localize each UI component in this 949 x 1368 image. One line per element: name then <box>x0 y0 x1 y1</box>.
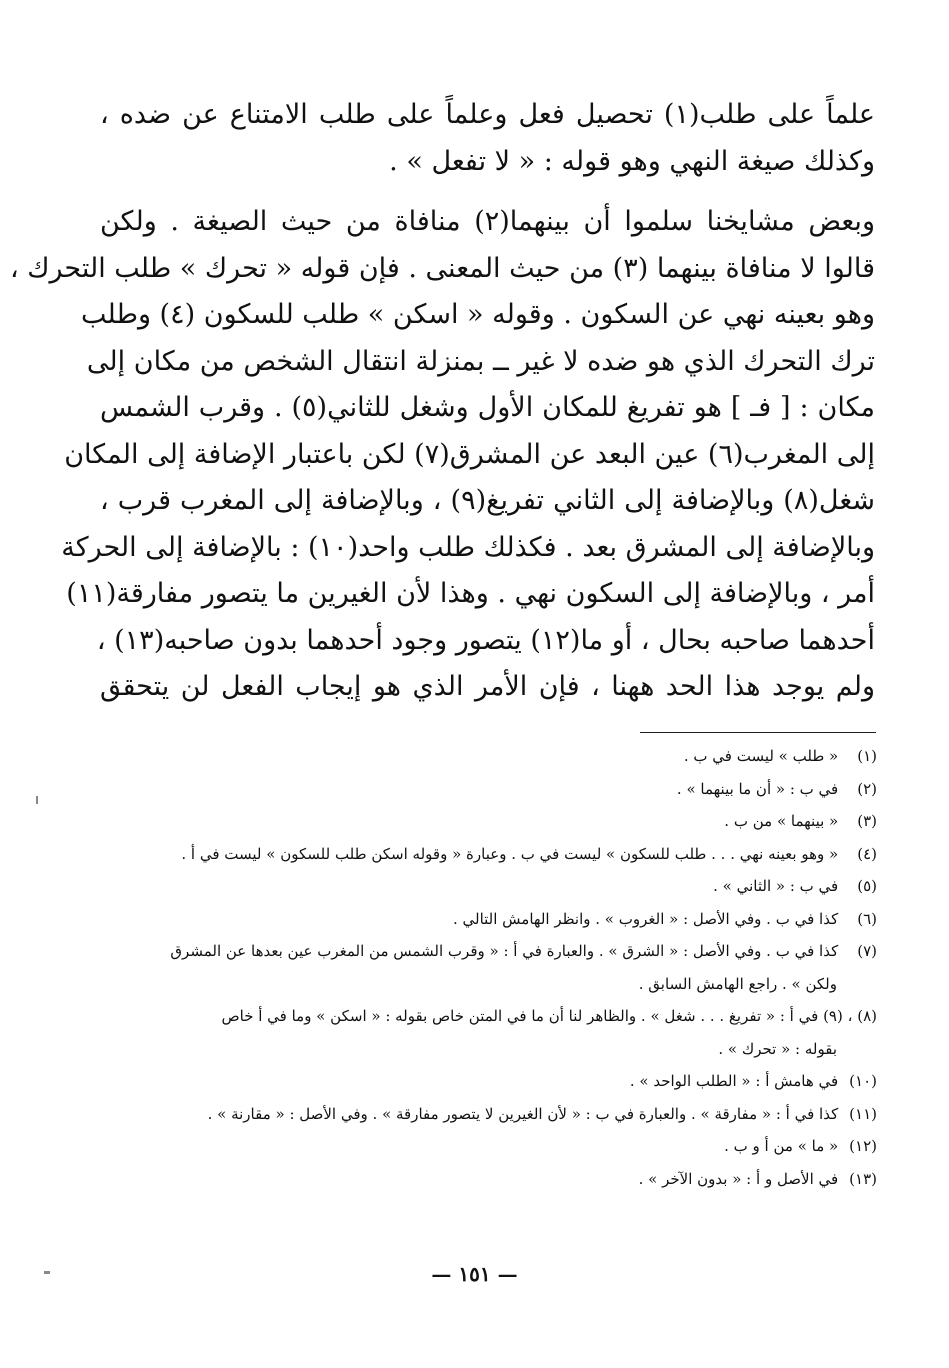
scan-speck <box>36 796 38 804</box>
footnote-text: في ب : « الثاني » . <box>713 877 839 895</box>
footnote <box>95 903 877 936</box>
scan-speck <box>44 1271 50 1274</box>
footnote-text: في أ : « تفريغ . . . شغل » . والظاهر لنا أن ما في المتن خاص بقوله : « اسكن » وما في أ خاص <box>221 1007 819 1025</box>
footnote-number: (١٠) <box>849 1072 877 1090</box>
footnote-number: (٧) <box>857 942 877 960</box>
footnote-number: (٨) ، (٩) <box>823 1007 877 1025</box>
footnote <box>95 1065 877 1098</box>
paragraph-gap <box>100 185 875 199</box>
footnote-number: (٦) <box>857 909 877 928</box>
footnote-number: (٣) <box>857 812 877 830</box>
footnote <box>95 935 877 968</box>
footnote-text: كذا في ب . وفي الأصل : « الغروب » . وانظر الهامش التالي . <box>452 909 839 928</box>
footnote <box>95 1098 877 1131</box>
footnote-number: (٢) <box>857 779 877 798</box>
text-line: أمر ، وبالإضافة إلى السكون نهي . وهذا لأن الغيرين ما يتصور مفارقة(١١) <box>66 578 875 609</box>
footnote <box>95 773 877 806</box>
text-line: وكذلك صيغة النهي وهو قوله : « لا تفعل » . <box>389 145 875 177</box>
footnote-text: في هامش أ : « الطلب الواحد » . <box>629 1072 839 1090</box>
footnote-text: كذا في ب . وفي الأصل : « الشرق » . والعبارة في أ : « وقرب الشمس من المغرب عين بعدها عن المشرق <box>170 942 839 960</box>
footnote-continuation: ولكن » . راجع الهامش السابق . <box>638 974 837 993</box>
footnote-number: (٥) <box>857 877 877 895</box>
footnote-separator <box>640 732 876 733</box>
footnote <box>95 740 877 773</box>
text-line: وهو بعينه نهي عن السكون . وقوله « اسكن » طلب للسكون (٤) وطلب <box>81 299 875 330</box>
text-line: قالوا لا منافاة بينهما (٣) من حيث المعنى . فإن قوله « تحرك » طلب التحرك ، <box>9 252 875 284</box>
text-line: وبالإضافة إلى المشرق بعد . فكذلك طلب واحد(١٠) : بالإضافة إلى الحركة <box>61 531 875 563</box>
footnote <box>95 1000 877 1033</box>
footnote-number: (١٣) <box>849 1169 877 1188</box>
text-line: أحدهما صاحبه بحال ، أو ما(١٢) يتصور وجود أحدهما بدون صاحبه(١٣) ، <box>96 624 875 656</box>
text-line: إلى المغرب(٦) عين البعد عن المشرق(٧) لكن باعتبار الإضافة إلى المكان <box>64 438 875 470</box>
text-line: ترك التحرك الذي هو ضده لا غير ــ بمنزلة انتقال الشخص من مكان إلى <box>86 345 875 377</box>
footnote-text: « طلب » ليست في ب . <box>683 747 839 765</box>
page-number: — ١٥١ — <box>431 1262 518 1286</box>
footnote-number: (١٢) <box>849 1137 877 1155</box>
footnote <box>95 805 877 838</box>
footnote-continuation: بقوله : « تحرك » . <box>718 1039 837 1058</box>
footnote <box>95 1163 877 1196</box>
text-line: وبعض مشايخنا سلموا أن بينهما(٢) منافاة من حيث الصيغة . ولكن <box>100 206 875 237</box>
footnote-text: كذا في أ : « مفارقة » . والعبارة في ب : « لأن الغيرين لا يتصور مفارقة » . وفي الأصل : « مقارنة » . <box>207 1104 839 1123</box>
footnotes <box>95 740 877 1195</box>
footnote-text: « بينهما » من ب . <box>724 812 839 830</box>
footnote <box>95 870 877 903</box>
footnote-number: (٤) <box>857 844 877 863</box>
footnote-number: (١) <box>857 747 877 765</box>
footnote-text: « وهو بعينه نهي . . . طلب للسكون » ليست في ب . وعبارة « وقوله اسكن طلب للسكون » ليست في أ . <box>181 844 839 863</box>
paragraph-1 <box>100 92 875 185</box>
footnote-text: في ب : « أن ما بينهما » . <box>676 779 839 798</box>
text-line: علماً على طلب(١) تحصيل فعل وعلماً على طلب الامتناع عن ضده ، <box>100 99 875 130</box>
footnote-text: « ما » من أ و ب . <box>724 1137 839 1155</box>
text-line: ولم يوجد هذا الحد ههنا ، فإن الأمر الذي هو إيجاب الفعل لن يتحقق <box>100 671 875 702</box>
main-text <box>9 92 875 711</box>
footnote <box>95 838 877 871</box>
footnote <box>95 1130 877 1163</box>
text-line: شغل(٨) وبالإضافة إلى الثاني تفريغ(٩) ، وبالإضافة إلى المغرب قرب ، <box>100 485 875 516</box>
text-line: مكان : [ فـ ] هو تفريغ للمكان الأول وشغل للثاني(٥) . وقرب الشمس <box>100 392 875 423</box>
footnote-number: (١١) <box>849 1104 877 1123</box>
footnote-text: في الأصل و أ : « بدون الآخر » . <box>638 1169 839 1188</box>
paragraph-2 <box>9 199 875 711</box>
